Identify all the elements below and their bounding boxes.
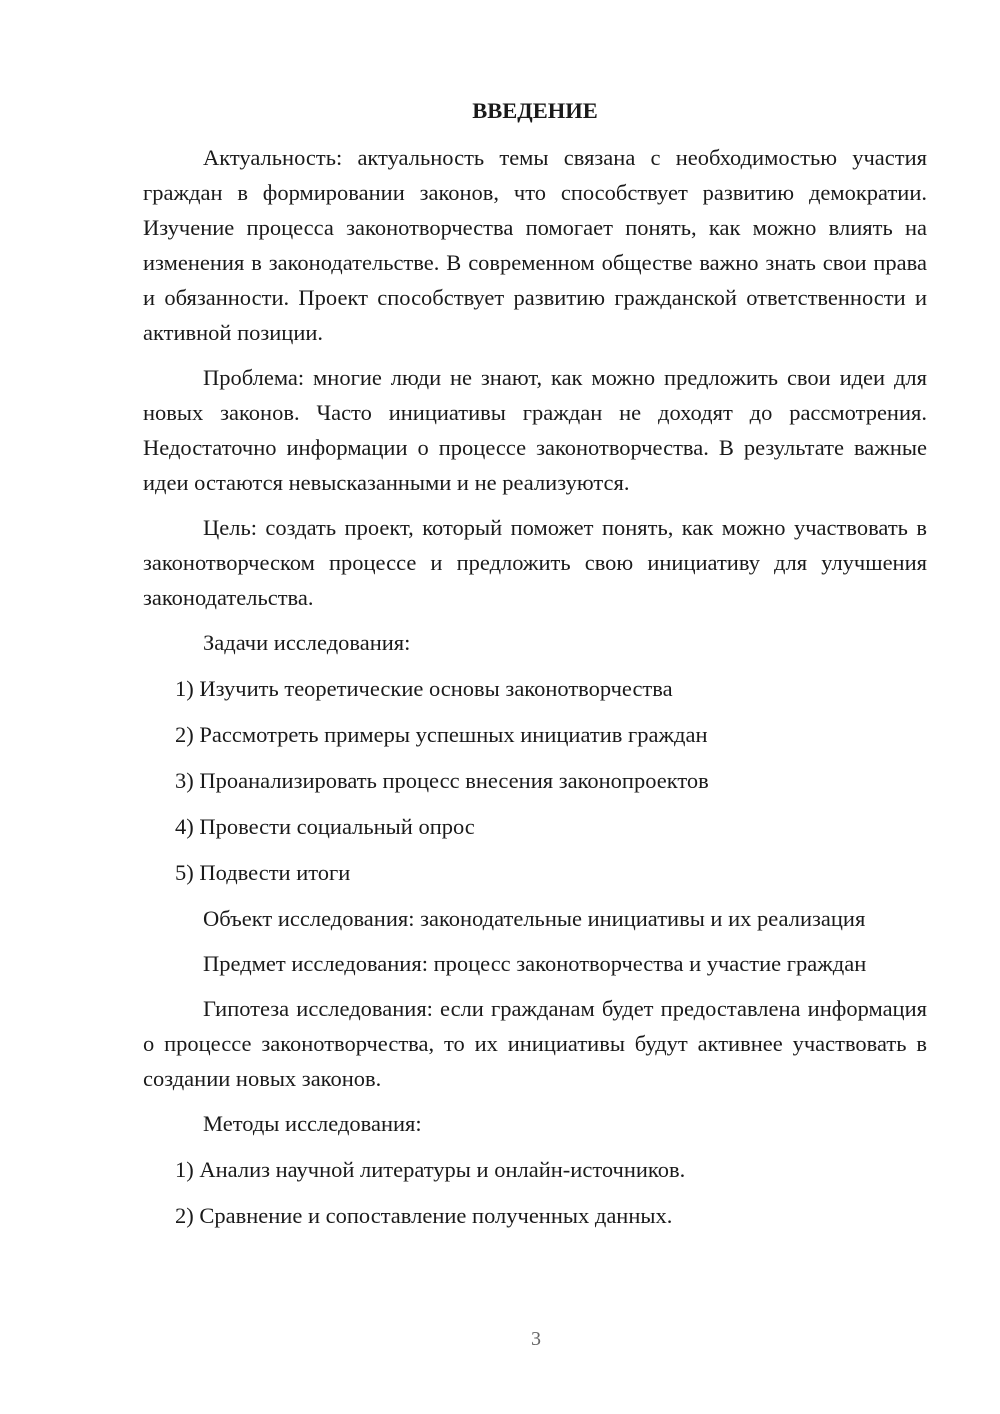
page-title: ВВЕДЕНИЕ bbox=[472, 98, 598, 123]
goal-paragraph: Цель: создать проект, который поможет понять, как можно участвовать в законотворческом процессе и предложить свою инициативу для улучшения законодательства. bbox=[143, 515, 927, 610]
list-item: 5) Подвести итоги bbox=[175, 860, 351, 885]
problem-paragraph: Проблема: многие люди не знают, как можно предложить свои идеи для новых законов. Часто инициативы граждан не доходят до рассмотрения. Недостаточно информации о процессе законотворчества. В результате важные идеи остаются невысказанными и не реализуются. bbox=[143, 365, 927, 495]
list-item: 3) Проанализировать процесс внесения законопроектов bbox=[175, 768, 709, 793]
relevance-paragraph: Актуальность: актуальность темы связана с необходимостью участия граждан в формировании законов, что способствует развитию демократии. Изучение процесса законотворчества помогает понять, как можно влиять на изменения в законодательстве. В современном обществе важно знать свои права и обязанности. Проект способствует развитию гражданской ответственности и активной позиции. bbox=[143, 145, 927, 345]
hypothesis-paragraph: Гипотеза исследования: если гражданам будет предоставлена информация о процессе законотворчества, то их инициативы будут активнее участвовать в создании новых законов. bbox=[143, 996, 927, 1091]
object-paragraph: Объект исследования: законодательные инициативы и их реализация bbox=[203, 906, 866, 931]
subject-paragraph: Предмет исследования: процесс законотворчества и участие граждан bbox=[203, 951, 867, 976]
page-number: 3 bbox=[531, 1328, 541, 1350]
tasks-list bbox=[143, 671, 927, 890]
methods-list bbox=[143, 1152, 927, 1233]
document-page bbox=[143, 92, 927, 1244]
list-item: 1) Изучить теоретические основы законотворчества bbox=[175, 676, 673, 701]
methods-heading: Методы исследования: bbox=[203, 1111, 422, 1136]
list-item: 2) Рассмотреть примеры успешных инициатив граждан bbox=[175, 722, 708, 747]
tasks-heading: Задачи исследования: bbox=[203, 630, 411, 655]
list-item: 1) Анализ научной литературы и онлайн-источников. bbox=[175, 1157, 686, 1182]
list-item: 4) Провести социальный опрос bbox=[175, 814, 475, 839]
list-item: 2) Сравнение и сопоставление полученных данных. bbox=[175, 1203, 673, 1228]
